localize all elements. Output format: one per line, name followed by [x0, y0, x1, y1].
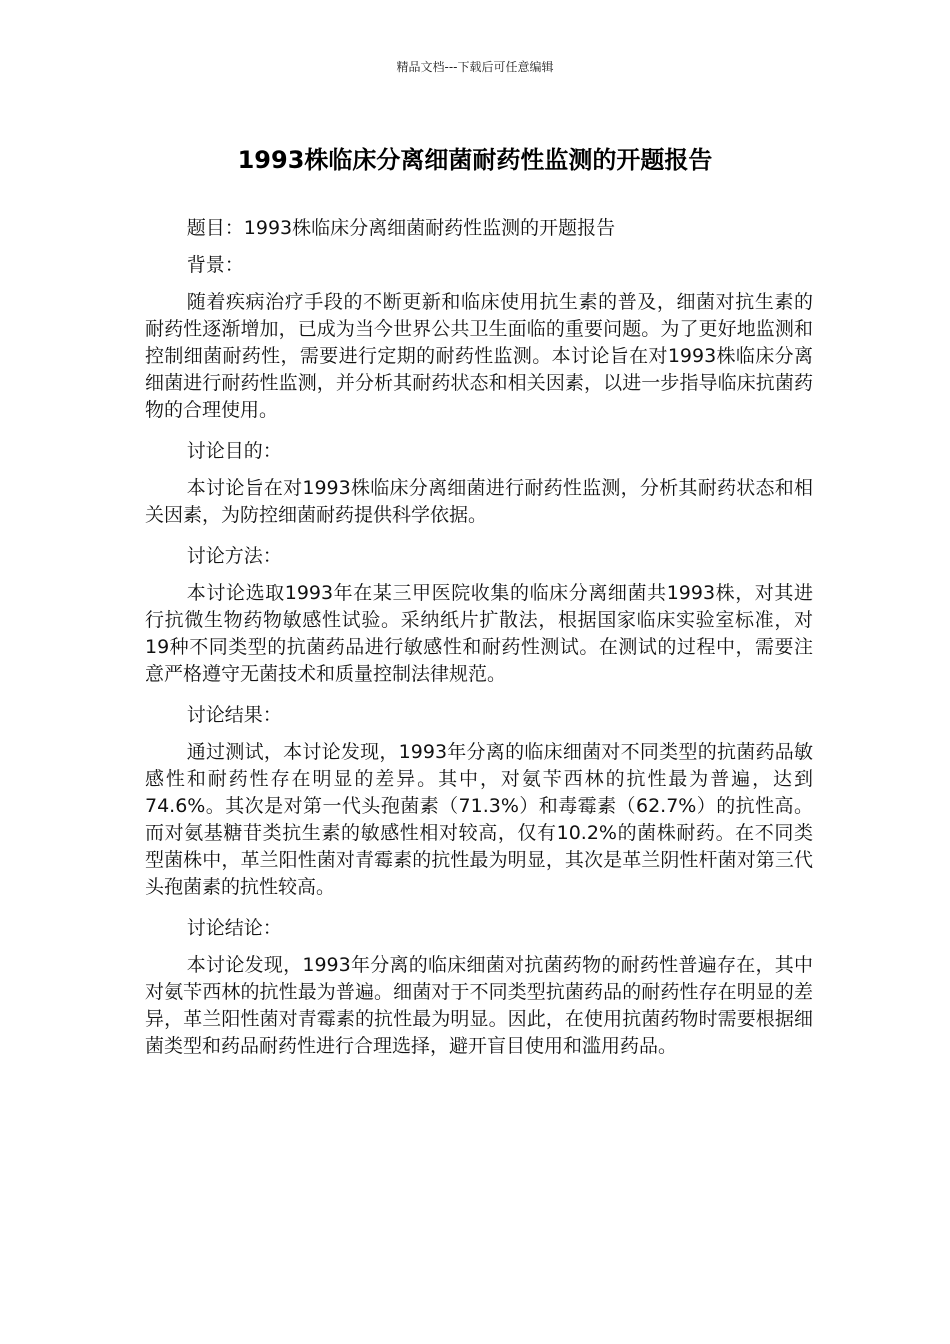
section-heading-results: 讨论结果：: [186, 704, 282, 726]
results-paragraph: 通过测试，本讨论发现，1993年分离的临床细菌对不同类型的抗菌药品敏感性和耐药性存在明显的差异。其中，对氨苄西林的抗性最为普遍，达到74.6%。其次是对第一代头孢菌素（71.3%）和毒霉素（62.7%）的抗性高。而对氨基糖苷类抗生素的敏感性相对较高，仅有10.2%的菌株耐药。在不同类型菌株中，革兰阳性菌对青霉素的抗性最为明显，其次是革兰阴性杆菌对第三代头孢菌素的抗性较高。: [145, 741, 813, 898]
background-paragraph: 随着疾病治疗手段的不断更新和临床使用抗生素的普及，细菌对抗生素的耐药性逐渐增加，已成为当今世界公共卫生面临的重要问题。为了更好地监测和控制细菌耐药性，需要进行定期的耐药性监测。本讨论旨在对1993株临床分离细菌进行耐药性监测，并分析其耐药状态和相关因素，以进一步指导临床抗菌药物的合理使用。: [145, 291, 813, 421]
section-heading-conclusion: 讨论结论：: [186, 917, 282, 939]
methods-paragraph: 本讨论选取1993年在某三甲医院收集的临床分离细菌共1993株，对其进行抗微生物药物敏感性试验。采纳纸片扩散法，根据国家临床实验室标准，对19种不同类型的抗菌药品进行敏感性和耐药性测试。在测试的过程中，需要注意严格遵守无菌技术和质量控制法律规范。: [145, 582, 813, 685]
section-heading-methods: 讨论方法：: [186, 545, 282, 567]
document-title: 1993株临床分离细菌耐药性监测的开题报告: [237, 146, 713, 174]
conclusion-paragraph: 本讨论发现，1993年分离的临床细菌对抗菌药物的耐药性普遍存在，其中对氨苄西林的抗性最为普遍。细菌对于不同类型抗菌药品的耐药性存在明显的差异，革兰阳性菌对青霉素的抗性最为明显。因此，在使用抗菌药物时需要根据细菌类型和药品耐药性进行合理选择，避开盲目使用和滥用药品。: [145, 954, 813, 1057]
topic-line: 题目：1993株临床分离细菌耐药性监测的开题报告: [186, 217, 616, 239]
page-header: 精品文档---下载后可任意编辑: [396, 60, 554, 74]
section-heading-purpose: 讨论目的：: [186, 440, 282, 462]
purpose-paragraph: 本讨论旨在对1993株临床分离细菌进行耐药性监测，分析其耐药状态和相关因素，为防控细菌耐药提供科学依据。: [145, 477, 813, 526]
document-body: [145, 215, 813, 1074]
section-heading-background: 背景：: [186, 254, 244, 276]
